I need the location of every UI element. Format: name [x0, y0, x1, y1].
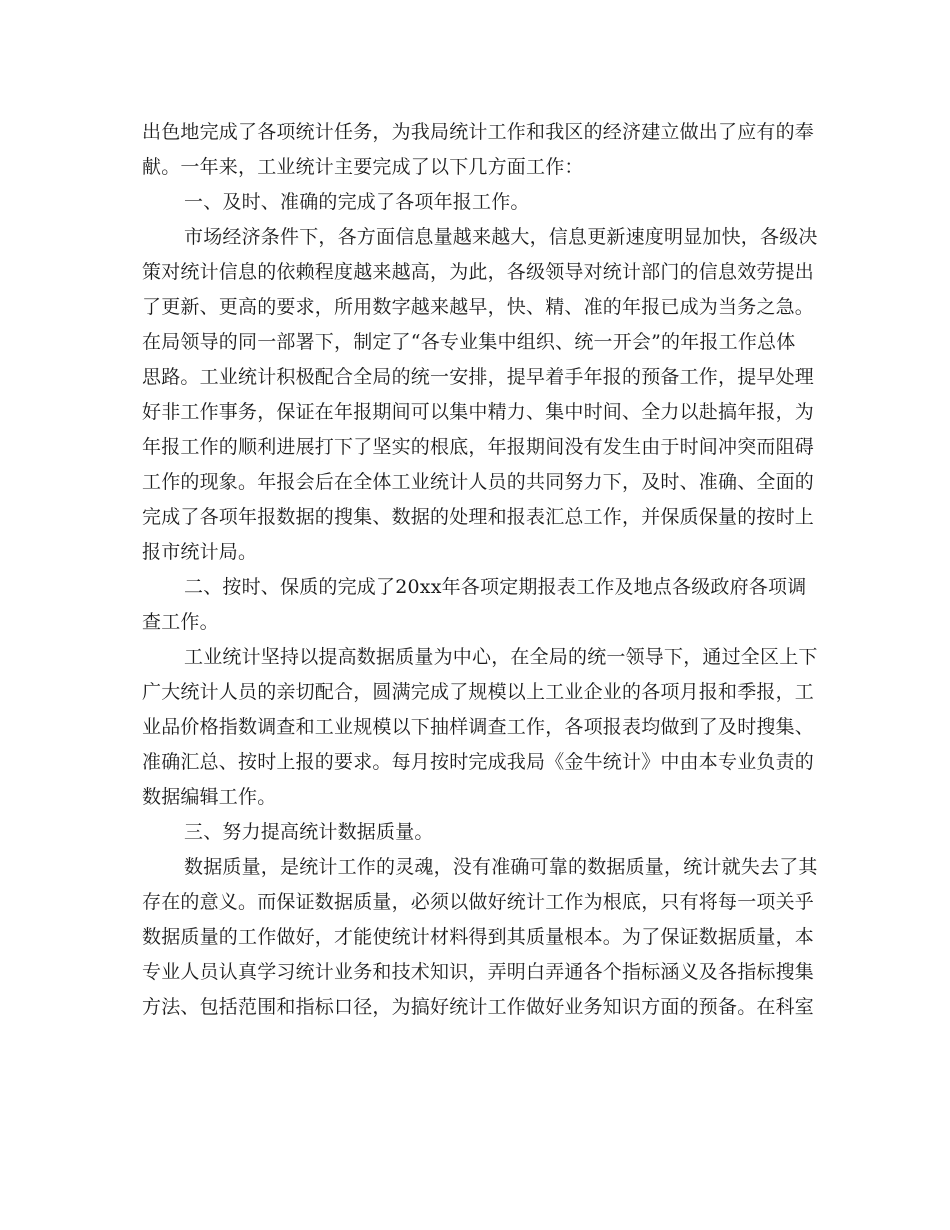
text-line: 了更新、更高的要求，所用数字越来越早，快、精、准的年报已成为当务之急。 — [142, 296, 815, 318]
text-line: 数据质量，是统计工作的灵魂，没有准确可靠的数据质量，统计就失去了其 — [184, 856, 818, 878]
text-line: 年报工作的顺利进展打下了坚实的根底，年报期间没有发生由于时间冲突而阻碍 — [142, 436, 815, 458]
text-line: 数据质量的工作做好，才能使统计材料得到其质量根本。为了保证数据质量，本 — [142, 926, 815, 948]
text-line: 广大统计人员的亲切配合，圆满完成了规模以上工业企业的各项月报和季报，工 — [142, 681, 815, 703]
document-body — [142, 115, 818, 1025]
text-line: 市场经济条件下，各方面信息量越来越大，信息更新速度明显加快，各级决 — [184, 226, 818, 248]
text-line: 策对统计信息的依赖程度越来越高，为此，各级领导对统计部门的信息效劳提出 — [142, 261, 815, 283]
text-line: 在局领导的同一部署下，制定了“各专业集中组织、统一开会”的年报工作总体 — [142, 331, 796, 353]
text-line: 献。一年来，工业统计主要完成了以下几方面工作： — [142, 156, 584, 178]
text-line: 专业人员认真学习统计业务和技术知识，弄明白弄通各个指标涵义及各指标搜集 — [142, 961, 815, 983]
text-line: 思路。工业统计积极配合全局的统一安排，提早着手年报的预备工作，提早处理 — [142, 366, 815, 388]
text-line: 查工作。 — [142, 611, 219, 633]
text-line: 方法、包括范围和指标口径，为搞好统计工作做好业务知识方面的预备。在科室 — [142, 996, 815, 1018]
text-line: 工业统计坚持以提高数据质量为中心，在全局的统一领导下，通过全区上下 — [184, 646, 818, 668]
text-line: 业品价格指数调查和工业规模以下抽样调查工作，各项报表均做到了及时搜集、 — [142, 716, 815, 738]
text-line: 准确汇总、按时上报的要求。每月按时完成我局《金牛统计》中由本专业负责的 — [142, 751, 815, 773]
text-line: 完成了各项年报数据的搜集、数据的处理和报表汇总工作，并保质保量的按时上 — [142, 506, 815, 528]
text-line: 好非工作事务，保证在年报期间可以集中精力、集中时间、全力以赴搞年报，为 — [142, 401, 815, 423]
section-heading: 一、及时、准确的完成了各项年报工作。 — [184, 191, 530, 213]
text-line: 存在的意义。而保证数据质量，必须以做好统计工作为根底，只有将每一项关乎 — [142, 891, 815, 913]
section-heading: 三、努力提高统计数据质量。 — [184, 821, 434, 843]
text-line: 报市统计局。 — [142, 541, 258, 563]
text-line: 出色地完成了各项统计任务，为我局统计工作和我区的经济建立做出了应有的奉 — [142, 121, 815, 143]
section-heading: 二、按时、保质的完成了20xx年各项定期报表工作及地点各级政府各项调 — [184, 576, 807, 598]
text-line: 数据编辑工作。 — [142, 786, 277, 808]
text-line: 工作的现象。年报会后在全体工业统计人员的共同努力下，及时、准确、全面的 — [142, 471, 815, 493]
